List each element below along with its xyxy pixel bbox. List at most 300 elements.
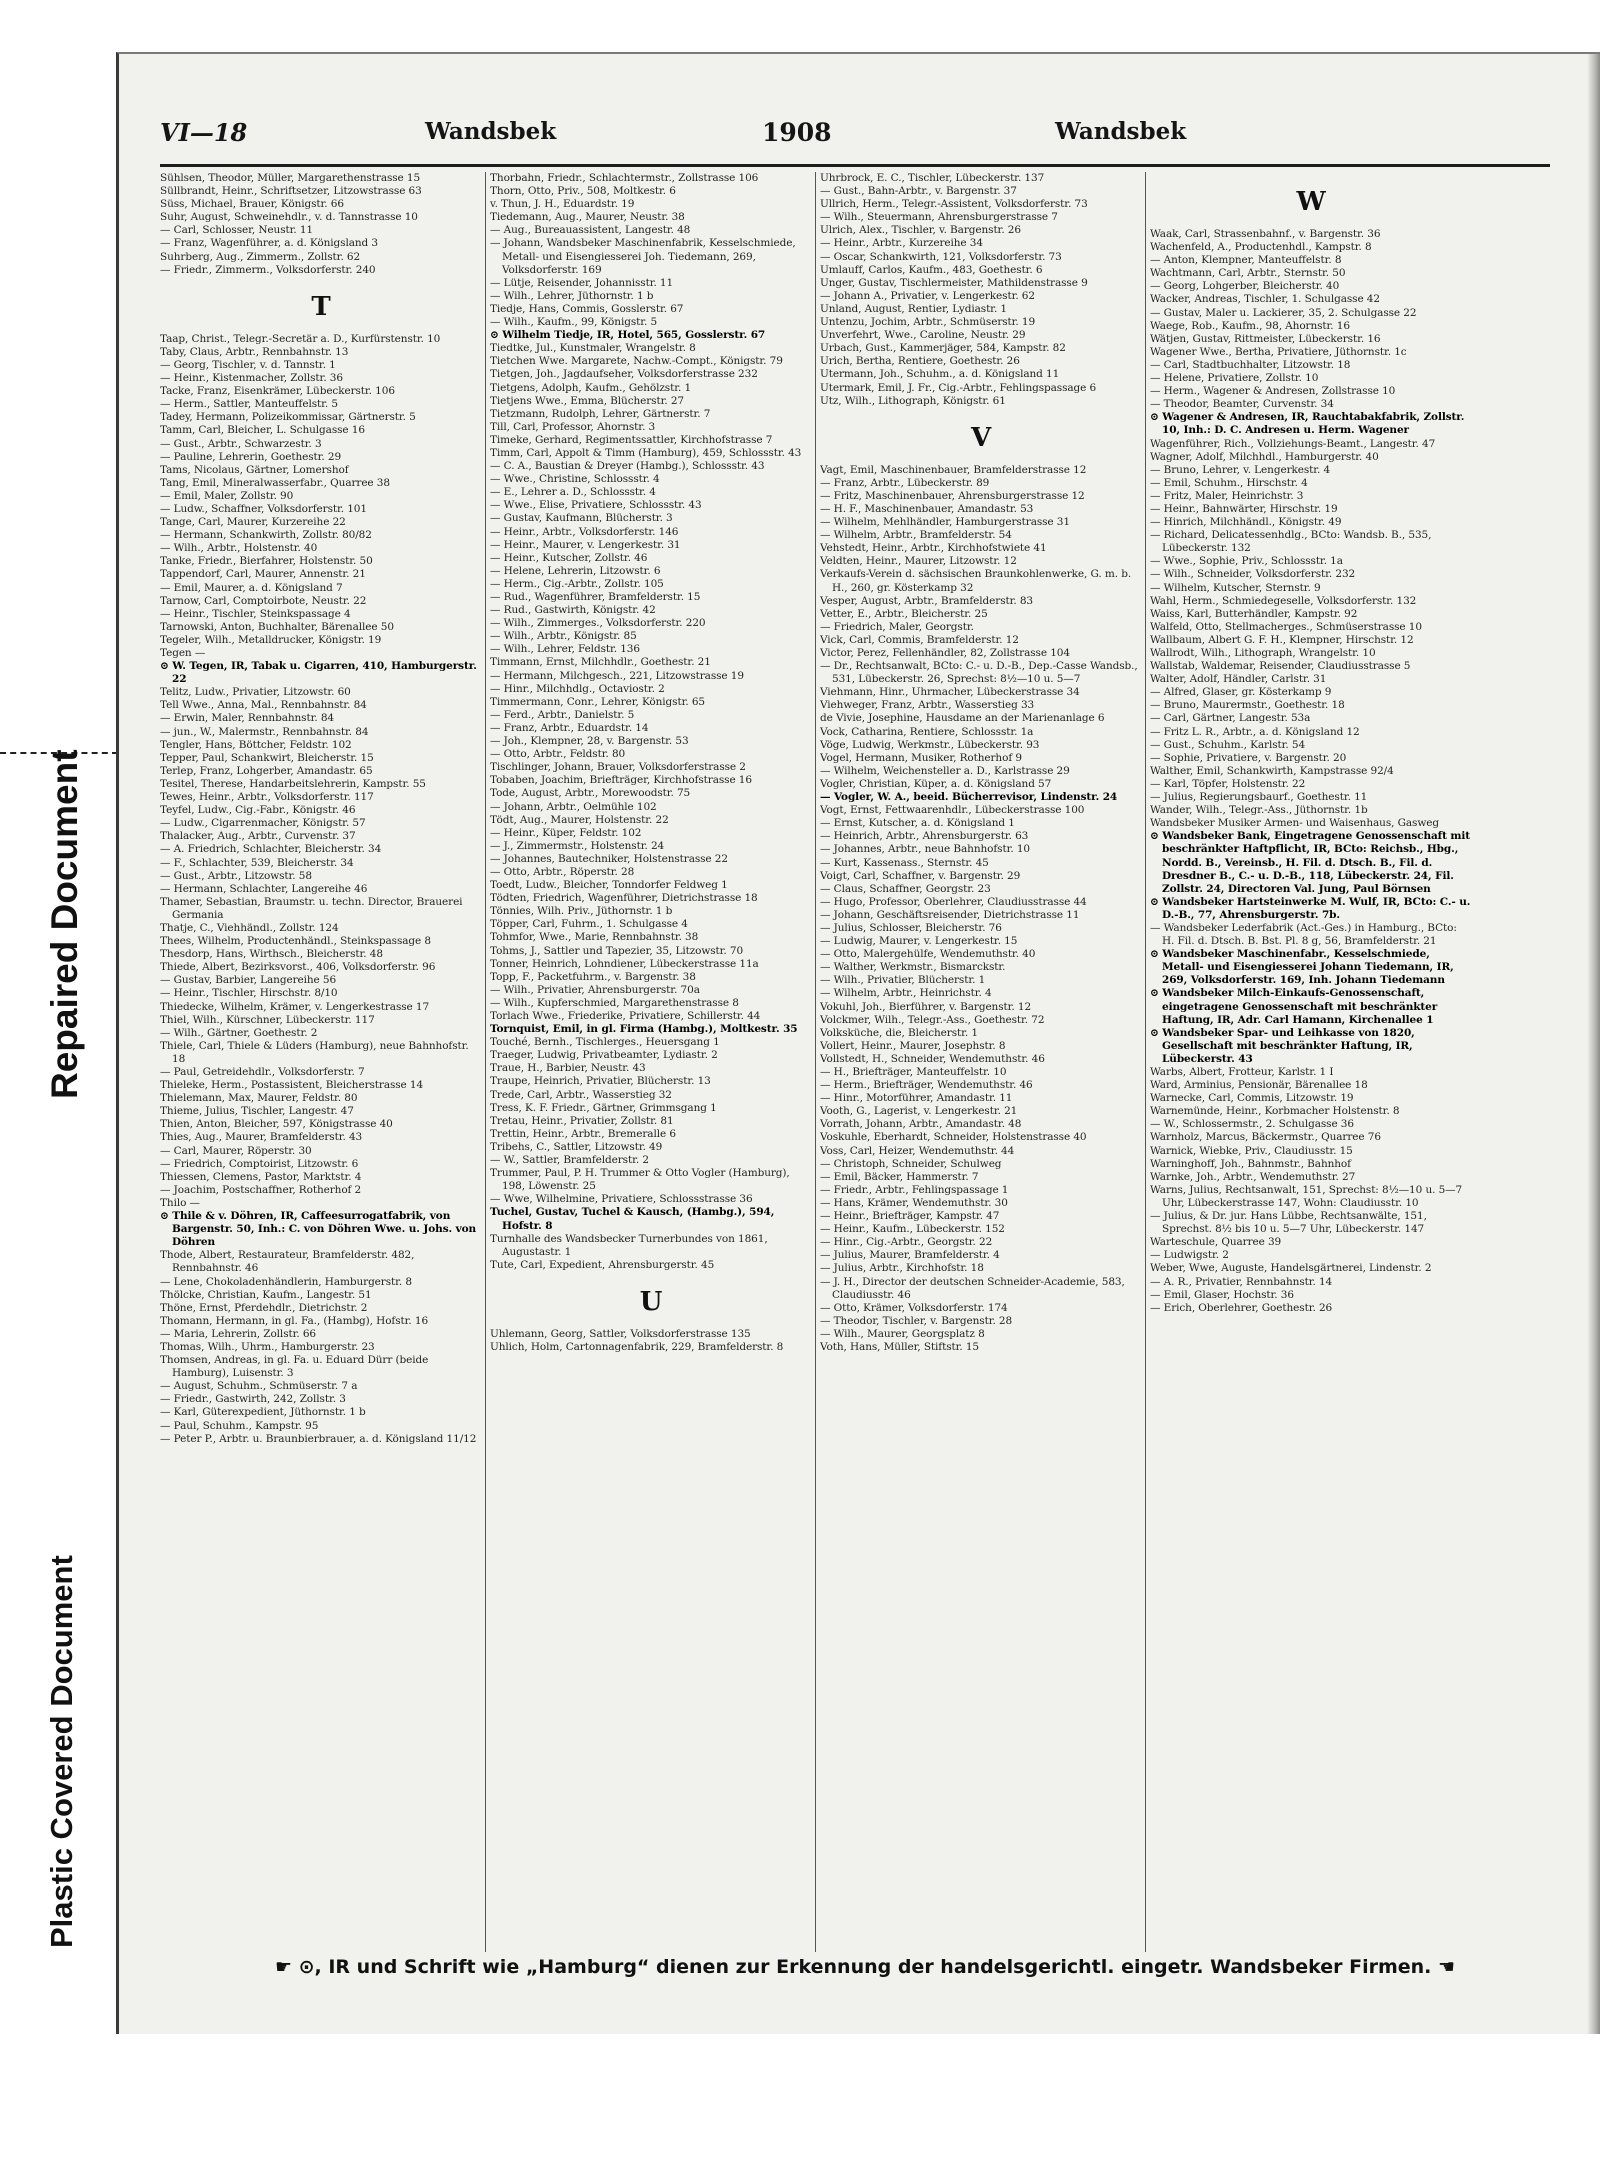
directory-entry: Tepper, Paul, Schankwirt, Bleicherstr. 15 xyxy=(160,751,374,764)
directory-entry: — Wilh., Kupferschmied, Margarethenstrasse 8 xyxy=(490,996,739,1009)
directory-entry: Tarnow, Carl, Comptoirbote, Neustr. 22 xyxy=(160,594,367,607)
directory-entry: — Hermann, Milchgesch., 221, Litzowstrasse 19 xyxy=(490,669,744,682)
directory-entry: — Lene, Chokoladenhändlerin, Hamburgerstr. 8 xyxy=(160,1275,412,1288)
directory-entry: — Oscar, Schankwirth, 121, Volksdorferstr. 73 xyxy=(820,250,1062,263)
column-3 xyxy=(820,172,1142,1942)
directory-entry: Warnecke, Carl, Commis, Litzowstr. 19 xyxy=(1150,1092,1354,1105)
directory-entry: — A. Friedrich, Schlachter, Bleicherstr. 34 xyxy=(160,843,382,856)
directory-entry: Tohms, J., Sattler und Tapezier, 35, Litzowstr. 70 xyxy=(490,944,744,957)
directory-entry: Ulrich, Alex., Tischler, v. Bargenstr. 26 xyxy=(820,224,1021,237)
directory-entry: Wätjen, Gustav, Rittmeister, Lübeckerstr. 16 xyxy=(1150,332,1381,345)
year-title: 1908 xyxy=(762,118,832,147)
directory-entry: Toedt, Ludw., Bleicher, Tonndorfer Feldweg 1 xyxy=(490,879,728,892)
directory-entry: Ward, Arminius, Pensionär, Bärenallee 18 xyxy=(1150,1079,1368,1092)
directory-entry: — Paul, Getreidehdlr., Volksdorferstr. 7 xyxy=(160,1066,365,1078)
directory-entry: Tohmfor, Wwe., Marie, Rennbahnstr. 38 xyxy=(490,931,699,944)
directory-entry: Thorn, Otto, Priv., 508, Moltkestr. 6 xyxy=(490,185,676,198)
directory-entry: — W., Sattler, Bramfelderstr. 2 xyxy=(490,1154,649,1167)
directory-entry: — Johann, Geschäftsreisender, Dietrichstrasse 11 xyxy=(820,908,1080,921)
directory-entry: Warns, Julius, Rechtsanwalt, 151, Sprechst: 8½—10 u. 5—7 Uhr, Lübeckerstrasse 147, Wohn: Claudiusstr. 10 xyxy=(1150,1183,1463,1209)
directory-entry: — Wilh., Arbtr., Holstenstr. 40 xyxy=(160,542,318,555)
directory-entry-firm: ⊙ Wandsbeker Milch-Einkaufs-Genossenschaft, eingetragene Genossenschaft mit beschränkter Haftung, IR, Adr. Carl Hamann, Kirchenallee 1 xyxy=(1150,987,1438,1026)
directory-entry: Tamm, Carl, Bleicher, L. Schulgasse 16 xyxy=(160,424,365,437)
directory-entry: Vollert, Heinr., Maurer, Josephstr. 8 xyxy=(820,1039,1006,1052)
directory-entry: — Theodor, Beamter, Curvenstr. 34 xyxy=(1150,398,1334,411)
directory-entry: Wallstab, Waldemar, Reisender, Claudiusstrasse 5 xyxy=(1150,660,1411,673)
directory-entry: — Ferd., Arbtr., Danielstr. 5 xyxy=(490,708,635,721)
column-divider xyxy=(815,172,816,1952)
directory-entry: — Otto, Arbtr., Feldstr. 80 xyxy=(490,748,626,761)
directory-entry: Terlep, Franz, Lohgerber, Amandastr. 65 xyxy=(160,764,373,777)
directory-entry: Verkaufs-Verein d. sächsischen Braunkohlenwerke, G. m. b. H., 260, gr. Kösterkamp 32 xyxy=(820,568,1132,594)
directory-entry: Vokuhl, Joh., Bierführer, v. Bargenstr. 12 xyxy=(820,1000,1032,1013)
directory-entry: — Wilh., Zimmerges., Volksdorferstr. 220 xyxy=(490,617,706,630)
directory-entry: Trummer, Paul, P. H. Trummer & Otto Vogler (Hamburg), 198, Löwenstr. 25 xyxy=(490,1167,790,1193)
directory-entry-firm: — Vogler, W. A., beeid. Bücherrevisor, Lindenstr. 24 xyxy=(820,791,1118,804)
directory-entry: Töpper, Carl, Fuhrm., 1. Schulgasse 4 xyxy=(490,918,688,931)
directory-entry: — Georg, Tischler, v. d. Tannstr. 1 xyxy=(160,358,336,371)
directory-entry: — Walther, Werkmstr., Bismarckstr. xyxy=(820,961,1006,974)
directory-entry: — Wilhelm, Kutscher, Sternstr. 9 xyxy=(1150,581,1321,594)
directory-entry: — Julius, Maurer, Bramfelderstr. 4 xyxy=(820,1249,1000,1262)
directory-entry: — Karl, Güterexpedient, Jüthornstr. 1 b xyxy=(160,1406,366,1419)
directory-entry: — Heinr., Küper, Feldstr. 102 xyxy=(490,826,642,839)
directory-entry: — Richard, Delicatessenhdlg., BCto: Wandsb. B., 535, Lübeckerstr. 132 xyxy=(1150,529,1432,555)
directory-entry: Tesitel, Therese, Handarbeitslehrerin, Kampstr. 55 xyxy=(160,777,426,790)
directory-entry: — Julius, Regierungsbaurf., Goethestr. 11 xyxy=(1150,791,1368,804)
directory-entry: — Johann A., Privatier, v. Lengerkestr. 62 xyxy=(820,289,1035,302)
directory-entry: Victor, Perez, Fellenhändler, 82, Zollstrasse 104 xyxy=(820,647,1070,659)
directory-entry: — Hermann, Schlachter, Langereihe 46 xyxy=(160,882,368,895)
directory-entry: Thesdorp, Hans, Wirthsch., Bleicherstr. 48 xyxy=(160,948,383,961)
directory-entry: Tarnowski, Anton, Buchhalter, Bärenallee 50 xyxy=(160,620,394,633)
directory-entry: — Ludw., Schaffner, Volksdorferstr. 101 xyxy=(160,502,367,515)
directory-entry: Thiessen, Clemens, Pastor, Marktstr. 4 xyxy=(160,1170,362,1183)
directory-entry: Warnick, Wiebke, Priv., Claudiusstr. 15 xyxy=(1150,1144,1353,1157)
directory-entry: Vagt, Emil, Maschinenbauer, Bramfelderstrasse 12 xyxy=(820,463,1087,476)
directory-entry: — Bruno, Lehrer, v. Lengerkestr. 4 xyxy=(1150,463,1331,476)
directory-entry: Tiedje, Hans, Commis, Gosslerstr. 67 xyxy=(490,302,684,315)
directory-entry: Taap, Christ., Telegr.-Secretär a. D., Kurfürstenstr. 10 xyxy=(160,332,441,345)
directory-entry: Volksküche, die, Bleicherstr. 1 xyxy=(820,1026,978,1039)
directory-entry: — Fritz L. R., Arbtr., a. d. Königsland 12 xyxy=(1150,725,1360,738)
column-4 xyxy=(1150,172,1472,1942)
directory-entry: Wander, Wilh., Telegr.-Ass., Jüthornstr. 1b xyxy=(1150,804,1368,817)
directory-entry: — Franz, Wagenführer, a. d. Königsland 3 xyxy=(160,237,378,250)
directory-entry: Walfeld, Otto, Stellmacherges., Schmüserstrasse 10 xyxy=(1150,620,1422,633)
directory-entry: — Erich, Oberlehrer, Goethestr. 26 xyxy=(1150,1301,1333,1314)
directory-entry: — Wilh., Arbtr., Königstr. 85 xyxy=(490,630,637,643)
directory-entry: Unverfehrt, Wwe., Caroline, Neustr. 29 xyxy=(820,329,1026,342)
directory-entry: Traupe, Heinrich, Privatier, Blücherstr. 13 xyxy=(490,1075,711,1088)
directory-entry: — Gust., Arbtr., Litzowstr. 58 xyxy=(160,869,312,882)
directory-entry: Wahl, Herm., Schmiedegeselle, Volksdorferstr. 132 xyxy=(1150,594,1417,607)
directory-entry: Suhr, August, Schweinehdlr., v. d. Tannstrasse 10 xyxy=(160,211,418,224)
directory-entry: — Fritz, Maler, Heinrichstr. 3 xyxy=(1150,489,1304,502)
directory-entry-firm: ⊙ Wandsbeker Maschinenfabr., Kesselschmiede, Metall- und Eisengiesserei Johann Tiedemann, IR, 269, Volksdorferstr. 169, Inh. Johann Tiedemann xyxy=(1150,948,1454,987)
directory-entry: — Hermann, Schankwirth, Zollstr. 80/82 xyxy=(160,529,372,542)
directory-entry: — Ludwigstr. 2 xyxy=(1150,1249,1229,1262)
directory-entry: — Julius, Schlosser, Bleicherstr. 76 xyxy=(820,921,1002,934)
directory-entry: — Emil, Maurer, a. d. Königsland 7 xyxy=(160,581,343,594)
directory-entry: Thiel, Wilh., Kürschner, Lübeckerstr. 117 xyxy=(160,1013,375,1026)
directory-entry: — Heinr., Arbtr., Volksdorferstr. 146 xyxy=(490,525,679,538)
directory-entry: — Wwe., Sophie, Priv., Schlossstr. 1a xyxy=(1150,555,1343,568)
directory-entry: Thalacker, Aug., Arbtr., Curvenstr. 37 xyxy=(160,830,356,843)
directory-entry: — Johannes, Arbtr., neue Bahnhofstr. 10 xyxy=(820,843,1030,856)
directory-entry: — Johann, Wandsbeker Maschinenfabrik, Kesselschmiede, Metall- und Eisengiesserei Joh. Tiedemann, 269, Volksdorferstr. 169 xyxy=(490,237,796,276)
directory-entry: Warteschule, Quarree 39 xyxy=(1150,1236,1282,1249)
column-1 xyxy=(160,172,482,1942)
directory-entry: Warninghoff, Joh., Bahnmstr., Bahnhof xyxy=(1150,1157,1351,1170)
section-letter: V xyxy=(970,422,992,453)
directory-entry-firm: Tornquist, Emil, in gl. Firma (Hambg.), Moltkestr. 35 xyxy=(490,1023,798,1036)
page-header xyxy=(160,118,1550,168)
directory-entry: Unger, Gustav, Tischlermeister, Mathildenstrasse 9 xyxy=(820,276,1088,289)
directory-entry-firm: ⊙ Wandsbeker Spar- und Leihkasse von 1820, Gesellschaft mit beschränkter Haftung, IR, Lübeckerstr. 43 xyxy=(1150,1026,1415,1065)
directory-entry: Utermann, Joh., Schuhm., a. d. Königsland 11 xyxy=(820,368,1060,381)
directory-entry: — Gust., Bahn-Arbtr., v. Bargenstr. 37 xyxy=(820,185,1017,198)
directory-entry: Tödten, Friedrich, Wagenführer, Dietrichstrasse 18 xyxy=(490,892,758,905)
directory-columns xyxy=(160,172,1550,1942)
directory-entry: Tiedtke, Jul., Kunstmaler, Wrangelstr. 8 xyxy=(490,342,696,355)
directory-entry: Sühlsen, Theodor, Müller, Margarethenstrasse 15 xyxy=(160,172,421,184)
section-letter: W xyxy=(1296,187,1326,217)
directory-entry: — Heinr., Tischler, Hirschstr. 8/10 xyxy=(160,987,338,1000)
directory-entry: Timm, Carl, Appolt & Timm (Hamburg), 459, Schlossstr. 43 xyxy=(490,446,802,459)
directory-entry: Tell Wwe., Anna, Mal., Rennbahnstr. 84 xyxy=(160,699,367,712)
directory-entry: Tute, Carl, Expedient, Ahrensburgerstr. 45 xyxy=(490,1258,715,1271)
directory-entry: — Wilhelm, Arbtr., Heinrichstr. 4 xyxy=(820,987,992,1000)
directory-entry: Vogt, Ernst, Fettwaarenhdlr., Lübeckerstrasse 100 xyxy=(820,804,1085,817)
directory-entry: — Hugo, Professor, Oberlehrer, Claudiusstrasse 44 xyxy=(820,895,1087,908)
directory-entry: — Wilhelm, Weichensteller a. D., Karlstrasse 29 xyxy=(820,764,1070,777)
directory-entry: — Rud., Wagenführer, Bramfelderstr. 15 xyxy=(490,591,701,603)
directory-entry: — Wilhelm, Mehlhändler, Hamburgerstrasse 31 xyxy=(820,516,1070,529)
directory-entry: — Heinr., Bahnwärter, Hirschstr. 19 xyxy=(1150,502,1338,515)
directory-entry: Torlach Wwe., Friederike, Privatiere, Schillerstr. 44 xyxy=(490,1010,761,1022)
directory-entry: Wachtmann, Carl, Arbtr., Sternstr. 50 xyxy=(1150,267,1346,280)
directory-entry-firm: Tuchel, Gustav, Tuchel & Kausch, (Hambg.), 594, Hofstr. 8 xyxy=(490,1206,775,1232)
directory-entry: Wagner, Adolf, Milchhdl., Hamburgerstr. 40 xyxy=(1150,450,1379,463)
directory-entry: Thode, Albert, Restaurateur, Bramfelderstr. 482, Rennbahnstr. 46 xyxy=(160,1249,415,1275)
directory-entry: Wagenführer, Rich., Vollziehungs-Beamt., Langestr. 47 xyxy=(1150,437,1436,450)
directory-entry: Thees, Wilhelm, Productenhändl., Steinkspassage 8 xyxy=(160,935,431,948)
directory-entry: — Herm., Briefträger, Wendemuthstr. 46 xyxy=(820,1079,1033,1092)
directory-entry: — Wilh., Privatier, Blücherstr. 1 xyxy=(820,974,986,987)
directory-entry: — Wwe, Wilhelmine, Privatiere, Schlossstrasse 36 xyxy=(490,1193,753,1206)
directory-entry: — Ernst, Kutscher, a. d. Königsland 1 xyxy=(820,817,1015,830)
directory-entry: Utermark, Emil, J. Fr., Cig.-Arbtr., Fehlingspassage 6 xyxy=(820,381,1097,394)
directory-entry: Tanke, Friedr., Bierfahrer, Holstenstr. 50 xyxy=(160,555,373,568)
directory-entry: — Theodor, Tischler, v. Bargenstr. 28 xyxy=(820,1314,1013,1327)
directory-entry: — Helene, Lehrerin, Litzowstr. 6 xyxy=(490,564,661,577)
directory-entry: — Hinr., Motorführer, Amandastr. 11 xyxy=(820,1092,1013,1105)
directory-entry: — Herm., Wagener & Andresen, Zollstrasse 10 xyxy=(1150,385,1396,398)
directory-entry: Thomsen, Andreas, in gl. Fa. u. Eduard Dürr (beide Hamburg), Luisenstr. 3 xyxy=(160,1354,429,1380)
column-divider xyxy=(485,172,486,1952)
directory-entry: — Wilh., Steuermann, Ahrensburgerstrasse 7 xyxy=(820,211,1058,224)
directory-entry: — Hinr., Milchhdlg., Octaviostr. 2 xyxy=(490,682,665,695)
directory-entry: Thiede, Albert, Bezirksvorst., 406, Volksdorferstr. 96 xyxy=(160,961,436,974)
directory-entry: — Rud., Gastwirth, Königstr. 42 xyxy=(490,604,656,617)
directory-entry: Utz, Wilh., Lithograph, Königstr. 61 xyxy=(820,394,1006,407)
directory-entry: — Johannes, Bautechniker, Holstenstrasse 22 xyxy=(490,852,728,865)
directory-entry: Tönnies, Wilh. Priv., Jüthornstr. 1 b xyxy=(490,905,673,918)
directory-entry: — J., Zimmermstr., Holstenstr. 24 xyxy=(490,839,665,852)
directory-entry: — Carl, Maurer, Röperstr. 30 xyxy=(160,1144,312,1157)
directory-entry: Tegen — xyxy=(160,647,206,659)
directory-entry: Warbs, Albert, Frotteur, Karlstr. 1 I xyxy=(1150,1066,1334,1078)
footer-legend: ☛ ⊙, IR und Schrift wie „Hamburg“ dienen zur Erkennung der handelsgerichtl. eingetr. Wandsbeker Firmen. ☚ xyxy=(274,1956,1456,1978)
directory-entry: Vooth, G., Lagerist, v. Lengerkestr. 21 xyxy=(820,1105,1018,1118)
directory-entry: — Heinr., Arbtr., Kurzereihe 34 xyxy=(820,237,983,250)
directory-entry: Tams, Nicolaus, Gärtner, Lomershof xyxy=(160,463,349,476)
directory-entry: de Vivie, Josephine, Hausdame an der Marienanlage 6 xyxy=(820,712,1105,725)
directory-entry: — Hinr., Cig.-Arbtr., Georgstr. 22 xyxy=(820,1236,993,1249)
directory-entry: — Friedrich, Comptoirist, Litzowstr. 6 xyxy=(160,1157,359,1170)
directory-entry: — Erwin, Maler, Rennbahnstr. 84 xyxy=(160,712,334,725)
directory-entry: Thomas, Wilh., Uhrm., Hamburgerstr. 23 xyxy=(160,1340,375,1353)
directory-entry: Vick, Carl, Commis, Bramfelderstr. 12 xyxy=(820,633,1019,646)
directory-entry-firm: ⊙ W. Tegen, IR, Tabak u. Cigarren, 410, Hamburgerstr. 22 xyxy=(160,660,477,686)
directory-entry: — Claus, Schaffner, Georgstr. 23 xyxy=(820,882,991,895)
directory-entry: Wachenfeld, A., Productenhdl., Kampstr. 8 xyxy=(1150,241,1372,254)
directory-entry: Trettin, Heinr., Arbtr., Bremeralle 6 xyxy=(490,1127,676,1140)
directory-entry: — Karl, Töpfer, Holstenstr. 22 xyxy=(1150,777,1306,790)
directory-entry: Thieme, Julius, Tischler, Langestr. 47 xyxy=(160,1105,354,1118)
directory-entry: Thien, Anton, Bleicher, 597, Königstrasse 40 xyxy=(160,1118,393,1131)
directory-entry: Viehmann, Hinr., Uhrmacher, Lübeckerstrasse 34 xyxy=(820,686,1080,699)
directory-entry: — C. A., Baustian & Dreyer (Hambg.), Schlossstr. 43 xyxy=(490,460,765,473)
directory-entry: Walther, Emil, Schankwirth, Kampstrasse 92/4 xyxy=(1150,764,1394,777)
directory-entry: Tegeler, Wilh., Metalldrucker, Königstr. 19 xyxy=(160,633,382,646)
directory-entry: — Julius, & Dr. jur. Hans Lübbe, Rechtsanwälte, 151, Sprechst. 8½ bis 10 u. 5—7 Uhr, Lübeckerstr. 147 xyxy=(1150,1210,1427,1236)
directory-entry: — Johann, Arbtr., Oelmühle 102 xyxy=(490,800,657,813)
directory-entry: — Heinr., Kutscher, Zollstr. 46 xyxy=(490,551,648,564)
directory-entry: Thieleke, Herm., Postassistent, Bleicherstrasse 14 xyxy=(160,1079,424,1092)
directory-entry: — J. H., Director der deutschen Schneider-Academie, 583, Claudiusstr. 46 xyxy=(820,1275,1125,1301)
directory-entry: Touché, Bernh., Tischlerges., Heuersgang 1 xyxy=(490,1036,720,1049)
directory-entry: — Otto, Krämer, Volksdorferstr. 174 xyxy=(820,1301,1008,1314)
directory-entry: — Herm., Cig.-Arbtr., Zollstr. 105 xyxy=(490,577,664,590)
directory-entry: Thamer, Sebastian, Braumstr. u. techn. Director, Brauerei Germania xyxy=(160,895,463,921)
directory-entry: Tewes, Heinr., Arbtr., Volksdorferstr. 117 xyxy=(160,791,374,804)
directory-entry: — Bruno, Maurermstr., Goethestr. 18 xyxy=(1150,699,1345,712)
directory-entry: Volckmer, Wilh., Telegr.-Ass., Goethestr. 72 xyxy=(820,1013,1045,1026)
directory-entry: — Ludw., Cigarrenmacher, Königstr. 57 xyxy=(160,817,366,830)
directory-entry: Tress, K. F. Friedr., Gärtner, Grimmsgang 1 xyxy=(490,1101,717,1114)
directory-entry: Telitz, Ludw., Privatier, Litzowstr. 60 xyxy=(160,686,351,699)
directory-entry: v. Thun, J. H., Eduardstr. 19 xyxy=(490,198,635,211)
directory-entry: Tengler, Hans, Böttcher, Feldstr. 102 xyxy=(160,738,352,751)
directory-entry: — Anton, Klempner, Manteuffelstr. 8 xyxy=(1150,254,1342,267)
column-divider xyxy=(1145,172,1146,1952)
directory-entry: Voss, Carl, Heizer, Wendemuthstr. 44 xyxy=(820,1144,1015,1157)
directory-entry: Wagener Wwe., Bertha, Privatiere, Jüthornstr. 1c xyxy=(1150,345,1407,358)
directory-entry: Thorbahn, Friedr., Schlachtermstr., Zollstrasse 106 xyxy=(490,172,759,184)
directory-entry: Thilo — xyxy=(160,1196,200,1209)
directory-entry: — Heinr., Kaufm., Lübeckerstr. 152 xyxy=(820,1223,1005,1236)
directory-entry: — Carl, Stadtbuchhalter, Litzowstr. 18 xyxy=(1150,358,1351,371)
directory-entry: Tappendorf, Carl, Maurer, Annenstr. 21 xyxy=(160,568,366,581)
directory-entry: — Wwe., Christine, Schlossstr. 4 xyxy=(490,473,660,486)
directory-entry: — Hans, Krämer, Wendemuthstr. 30 xyxy=(820,1196,1008,1209)
directory-entry: — Gustav, Maler u. Lackierer, 35, 2. Schulgasse 22 xyxy=(1150,306,1417,319)
directory-entry: Unland, August, Rentier, Lydiastr. 1 xyxy=(820,302,1008,315)
directory-entry: Thomann, Hermann, in gl. Fa., (Hambg), Hofstr. 16 xyxy=(160,1314,429,1327)
directory-entry: — Franz, Arbtr., Eduardstr. 14 xyxy=(490,721,649,734)
directory-entry: — Aug., Bureauassistent, Langestr. 48 xyxy=(490,224,691,237)
directory-entry: — Fritz, Maschinenbauer, Ahrensburgerstrasse 12 xyxy=(820,489,1085,502)
directory-entry: Vogel, Hermann, Musiker, Rotherhof 9 xyxy=(820,751,1022,764)
directory-entry: Thielemann, Max, Maurer, Feldstr. 80 xyxy=(160,1092,358,1105)
directory-entry: — Carl, Gärtner, Langestr. 53a xyxy=(1150,712,1311,725)
directory-entry: — Paul, Schuhm., Kampstr. 95 xyxy=(160,1419,319,1432)
directory-entry: — Hinrich, Milchhändl., Königstr. 49 xyxy=(1150,516,1342,529)
directory-entry: Wallbaum, Albert G. F. H., Klempner, Hirschstr. 12 xyxy=(1150,633,1414,646)
directory-entry: — Alfred, Glaser, gr. Kösterkamp 9 xyxy=(1150,686,1332,699)
directory-entry: — F., Schlachter, 539, Bleicherstr. 34 xyxy=(160,856,354,869)
directory-entry: — Wilh., Schneider, Volksdorferstr. 232 xyxy=(1150,568,1356,581)
directory-entry-firm: ⊙ Wandsbeker Bank, Eingetragene Genossenschaft mit beschränkter Haftpflicht, IR, BCto: Reichsb., Hbg., Nordd. B., Vereinsb., H. Fil. d. Dtsch. B., Fil. d. Dresdner B., C.- u. D.-B., 118, Lübeckerstr. 24, Fil. Zollstr. 24, Directoren Val. Jung, Paul Börnsen xyxy=(1150,830,1471,895)
place-title-left: Wandsbek xyxy=(425,118,557,145)
directory-entry: Suhrberg, Aug., Zimmerm., Zollstr. 62 xyxy=(160,250,361,263)
directory-entry: — Wilh., Kaufm., 99, Königstr. 5 xyxy=(490,316,658,329)
directory-entry: — Julius, Arbtr., Kirchhofstr. 18 xyxy=(820,1262,984,1275)
place-title-right: Wandsbek xyxy=(1055,118,1187,145)
directory-entry: Thölcke, Christian, Kaufm., Langestr. 51 xyxy=(160,1288,372,1301)
directory-entry: Tietjens Wwe., Emma, Blücherstr. 27 xyxy=(490,394,684,407)
section-letter: T xyxy=(311,291,331,322)
directory-entry: Thöne, Ernst, Pferdehdlr., Dietrichstr. 2 xyxy=(160,1301,368,1314)
directory-entry: Timeke, Gerhard, Regimentssattler, Kirchhofstrasse 7 xyxy=(490,433,773,446)
directory-entry: — Otto, Malergehülfe, Wendemuthstr. 40 xyxy=(820,948,1036,961)
directory-entry: Vehstedt, Heinr., Arbtr., Kirchhofstwiete 41 xyxy=(820,542,1047,555)
directory-entry: Timmann, Ernst, Milchhdlr., Goethestr. 21 xyxy=(490,656,711,669)
header-rule xyxy=(160,164,1550,167)
directory-entry: — Heinr., Briefträger, Kampstr. 47 xyxy=(820,1210,1000,1223)
directory-entry: — Christoph, Schneider, Schulweg xyxy=(820,1157,1002,1170)
directory-entry: Turnhalle des Wandsbecker Turnerbundes von 1861, Augustastr. 1 xyxy=(490,1232,768,1258)
directory-entry: — Gustav, Barbier, Langereihe 56 xyxy=(160,974,337,987)
directory-entry: Voskuhle, Eberhardt, Schneider, Holstenstrasse 40 xyxy=(820,1131,1087,1144)
directory-entry: — Wilh., Lehrer, Feldstr. 136 xyxy=(490,643,640,656)
directory-entry: Vöge, Ludwig, Werkmstr., Lübeckerstr. 93 xyxy=(820,738,1040,751)
directory-entry: — Wilh., Lehrer, Jüthornstr. 1 b xyxy=(490,289,654,302)
directory-entry: — E., Lehrer a. D., Schlossstr. 4 xyxy=(490,486,656,499)
directory-entry: Warnemünde, Heinr., Korbmacher Holstenstr. 8 xyxy=(1150,1105,1400,1118)
directory-entry: Tang, Emil, Mineralwasserfabr., Quarree 38 xyxy=(160,476,390,489)
directory-entry: — Georg, Lohgerber, Bleicherstr. 40 xyxy=(1150,280,1340,293)
directory-entry: — Heinr., Tischler, Steinkspassage 4 xyxy=(160,607,351,620)
repaired-document-label: Repaired Document xyxy=(44,749,85,1099)
directory-entry: — Otto, Arbtr., Röperstr. 28 xyxy=(490,865,635,878)
directory-entry: — Friedr., Zimmerm., Volksdorferstr. 240 xyxy=(160,263,376,276)
directory-entry: — Emil, Maler, Zollstr. 90 xyxy=(160,489,294,502)
directory-entry: — W., Schlossermstr., 2. Schulgasse 36 xyxy=(1150,1118,1354,1131)
directory-entry: Voigt, Carl, Schaffner, v. Bargenstr. 29 xyxy=(820,869,1021,882)
directory-entry: Thiedecke, Wilhelm, Krämer, v. Lengerkestrasse 17 xyxy=(160,1000,430,1013)
directory-entry: Urbach, Gust., Kammerjäger, 584, Kampstr. 82 xyxy=(820,342,1066,355)
directory-entry: Veldten, Heinr., Maurer, Litzowstr. 12 xyxy=(820,555,1017,568)
directory-entry: — Maria, Lehrerin, Zollstr. 66 xyxy=(160,1327,317,1340)
directory-entry: — A. R., Privatier, Rennbahnstr. 14 xyxy=(1150,1275,1333,1288)
directory-entry: Vorrath, Johann, Arbtr., Amandastr. 48 xyxy=(820,1118,1022,1131)
directory-entry: — Ludwig, Maurer, v. Lengerkestr. 15 xyxy=(820,935,1018,948)
directory-entry: Traue, H., Barbier, Neustr. 43 xyxy=(490,1062,646,1075)
directory-entry: — Franz, Arbtr., Lübeckerstr. 89 xyxy=(820,476,990,489)
directory-entry: — Friedrich, Maler, Georgstr. xyxy=(820,620,974,633)
directory-entry: Tietchen Wwe. Margarete, Nachw.-Compt., Königstr. 79 xyxy=(490,355,783,368)
directory-entry: Thiele, Carl, Thiele & Lüders (Hamburg), neue Bahnhofstr. 18 xyxy=(160,1039,469,1065)
directory-entry: Tischlinger, Johann, Brauer, Volksdorferstrasse 2 xyxy=(490,761,746,774)
directory-entry: — Heinrich, Arbtr., Ahrensburgerstr. 63 xyxy=(820,830,1029,843)
directory-entry: — Joachim, Postschaffner, Rotherhof 2 xyxy=(160,1183,362,1196)
plastic-covered-label: Plastic Covered Document xyxy=(44,1555,79,1948)
directory-entry-firm: ⊙ Wagener & Andresen, IR, Rauchtabakfabrik, Zollstr. 10, Inh.: D. C. Andresen u. Herm. Wagener xyxy=(1150,411,1465,437)
directory-entry: — Emil, Bäcker, Hammerstr. 7 xyxy=(820,1170,979,1183)
directory-entry: — H. F., Maschinenbauer, Amandastr. 53 xyxy=(820,502,1034,515)
directory-entry: Tode, August, Arbtr., Morewoodstr. 75 xyxy=(490,787,691,800)
directory-entry: Weber, Wwe, Auguste, Handelsgärtnerei, Lindenstr. 2 xyxy=(1150,1262,1432,1275)
directory-entry: Vollstedt, H., Schneider, Wendemuthstr. 46 xyxy=(820,1052,1045,1065)
directory-entry: Timmermann, Conr., Lehrer, Königstr. 65 xyxy=(490,695,705,708)
directory-entry: Waege, Rob., Kaufm., 98, Ahornstr. 16 xyxy=(1150,319,1350,332)
directory-entry: — Friedr., Arbtr., Fehlingspassage 1 xyxy=(820,1183,1009,1196)
directory-entry: Tretau, Heinr., Privatier, Zollstr. 81 xyxy=(490,1114,674,1127)
directory-entry: Süllbrandt, Heinr., Schriftsetzer, Litzowstrasse 63 xyxy=(160,185,422,198)
directory-entry: Thatje, C., Viehhändl., Zollstr. 124 xyxy=(160,921,339,934)
directory-entry: — Emil, Glaser, Hochstr. 36 xyxy=(1150,1288,1294,1301)
directory-entry: Untenzu, Jochim, Arbtr., Schmüserstr. 19 xyxy=(820,316,1036,329)
directory-entry: — Friedr., Gastwirth, 242, Zollstr. 3 xyxy=(160,1393,346,1406)
directory-entry: — August, Schuhm., Schmüserstr. 7 a xyxy=(160,1380,358,1393)
directory-entry: Teyfel, Ludw., Cig.-Fabr., Königstr. 46 xyxy=(160,804,356,817)
directory-entry: — Herm., Sattler, Manteuffelstr. 5 xyxy=(160,398,338,411)
directory-entry: Tödt, Aug., Maurer, Holstenstr. 22 xyxy=(490,813,669,826)
directory-entry-firm: ⊙ Wandsbeker Hartsteinwerke M. Wulf, IR, BCto: C.- u. D.-B., 77, Ahrensburgerstr. 7b. xyxy=(1150,895,1471,921)
directory-entry: Tietzmann, Rudolph, Lehrer, Gärtnerstr. 7 xyxy=(490,407,711,420)
directory-entry: — Wilh., Privatier, Ahrensburgerstr. 70a xyxy=(490,983,700,996)
directory-entry: — Sophie, Privatiere, v. Bargenstr. 20 xyxy=(1150,751,1347,764)
directory-entry: — Peter P., Arbtr. u. Braunbierbrauer, a. d. Königsland 11/12 xyxy=(160,1432,477,1445)
directory-entry: — Joh., Klempner, 28, v. Bargenstr. 53 xyxy=(490,735,689,748)
directory-entry: — Kurt, Kassenass., Sternstr. 45 xyxy=(820,856,989,869)
page-number: VI—18 xyxy=(160,118,248,147)
directory-entry: — Dr., Rechtsanwalt, BCto: C.- u. D.-B., Dep.-Casse Wandsb., 531, Lübeckerstr. 26, Sprechst: 8½—10 u. 5—7 xyxy=(820,660,1138,686)
directory-entry: — Wwe., Elise, Privatiere, Schlossstr. 43 xyxy=(490,499,702,512)
directory-entry: Topp, F., Packetfuhrm., v. Bargenstr. 38 xyxy=(490,970,696,983)
directory-entry: Tange, Carl, Maurer, Kurzereihe 22 xyxy=(160,516,346,529)
directory-entry: Traeger, Ludwig, Privatbeamter, Lydiastr. 2 xyxy=(490,1049,718,1062)
directory-entry: Süss, Michael, Brauer, Königstr. 66 xyxy=(160,198,344,211)
directory-entry: — Gustav, Kaufmann, Blücherstr. 3 xyxy=(490,512,673,525)
section-letter: U xyxy=(639,1286,663,1317)
directory-entry: Warnke, Joh., Arbtr., Wendemuthstr. 27 xyxy=(1150,1170,1356,1183)
directory-entry: Voth, Hans, Müller, Stiftstr. 15 xyxy=(820,1340,980,1353)
directory-entry: Thies, Aug., Maurer, Bramfelderstr. 43 xyxy=(160,1131,363,1144)
directory-entry: — Heinr., Maurer, v. Lengerkestr. 31 xyxy=(490,538,681,551)
directory-entry: — Emil, Schuhm., Hirschstr. 4 xyxy=(1150,476,1308,489)
directory-entry: Uhlich, Holm, Cartonnagenfabrik, 229, Bramfelderstr. 8 xyxy=(490,1340,784,1353)
directory-entry: Tiedemann, Aug., Maurer, Neustr. 38 xyxy=(490,211,685,224)
directory-entry: — Wilh., Gärtner, Goethestr. 2 xyxy=(160,1026,318,1039)
directory-entry: — Wilh., Maurer, Georgsplatz 8 xyxy=(820,1327,985,1340)
column-2 xyxy=(490,172,812,1942)
directory-entry: — Carl, Schlosser, Neustr. 11 xyxy=(160,224,314,237)
directory-entry: — Wilhelm, Arbtr., Bramfelderstr. 54 xyxy=(820,529,1012,542)
